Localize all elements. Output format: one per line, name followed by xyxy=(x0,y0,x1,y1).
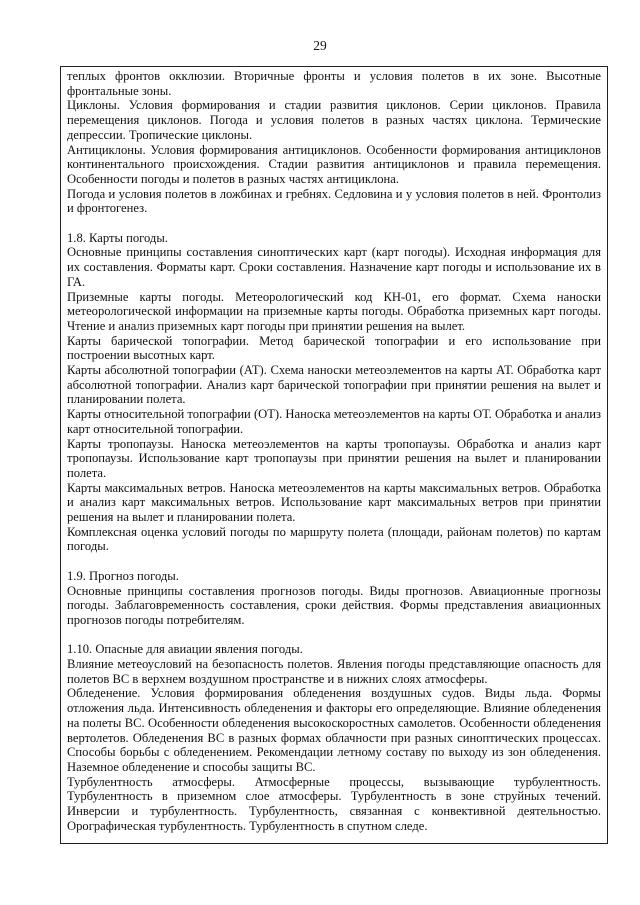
paragraph: Карты максимальных ветров. Наноска метеоэлементов на карты максимальных ветров. Обработка и анализ карт максимальных ветров. Использование карт максимальных ветров при принятии решения на вылет и планировании полета. xyxy=(67,480,601,525)
paragraph: Погода и условия полетов в ложбинах и гребнях. Седловина и у условия полетов в ней. Фронтолиз и фронтогенез. xyxy=(67,186,601,216)
paragraph: Комплексная оценка условий погоды по маршруту полета (площади, районам полетов) по картам погоды. xyxy=(67,524,601,554)
paragraph: Турбулентность атмосферы. Атмосферные процессы, вызывающие турбулентность. Турбулентность в приземном слое атмосферы. Турбулентность в зоне струйных течений. Инверсии и турбулентность. Турбулентность, связанная с конвективной деятельностью. Орографическая турбулентность. Турбулентность в спутном следе. xyxy=(67,774,601,833)
paragraph: Влияние метеоусловий на безопасность полетов. Явления погоды представляющие опасность для полетов ВС в верхнем воздушном пространстве и в нижних слоях атмосферы. xyxy=(67,657,601,686)
section-heading: 1.9. Прогноз погоды. xyxy=(67,568,179,583)
paragraph: Карты относительной топографии (ОТ). Наноска метеоэлементов на карты ОТ. Обработка и анализ карт относительной топографии. xyxy=(67,407,601,436)
paragraph: теплых фронтов окклюзии. Вторичные фронты и условия полетов в их зоне. Высотные фронтальные зоны. xyxy=(67,69,601,98)
paragraph: Основные принципы составления синоптических карт (карт погоды). Исходная информация для их составления. Форматы карт. Сроки составления. Назначение карт погоды и использование их в ГА. xyxy=(67,245,601,289)
paragraph: Обледенение. Условия формирования обледенения воздушных судов. Виды льда. Формы отложения льда. Интенсивность обледенения и факторы его определяющие. Влияние обледенения на полеты ВС. Особенности обледенения высокоскоростных самолетов. Особенности обледенения вертолетов. Обледенения ВС в разных формах облачности при разных синоптических процессах. Способы борьбы с обледенением. Рекомендации летному составу по выходу из зон обледенения. Наземное обледенение и способы защиты ВС. xyxy=(67,686,601,774)
section-heading: 1.8. Карты погоды. xyxy=(67,230,168,245)
page-number: 29 xyxy=(313,38,327,53)
paragraph: Карты тропопаузы. Наноска метеоэлементов на карты тропопаузы. Обработка и анализ карт тропопаузы. Использование карт тропопаузы при принятии решения на вылет и планировании полета. xyxy=(67,436,601,480)
paragraph: Антициклоны. Условия формирования антициклонов. Особенности формирования антициклонов континентального происхождения. Стадии развития антициклонов и правила перемещения. Особенности погоды и полетов в разных частях антициклона. xyxy=(67,142,601,186)
section-heading: 1.10. Опасные для авиации явления погоды. xyxy=(67,642,303,657)
paragraph: Основные принципы составления прогнозов погоды. Виды прогнозов. Авиационные прогнозы погоды. Заблаговременность составления, сроки действия. Формы представления авиационных прогнозов погоды потребителям. xyxy=(67,583,601,627)
paragraph: Циклоны. Условия формирования и стадии развития циклонов. Серии циклонов. Правила перемещения циклонов. Погода и условия полетов в разных частях циклона. Термические депрессии. Тропические циклоны. xyxy=(67,98,601,142)
paragraph: Карты абсолютной топографии (АТ). Схема наноски метеоэлементов на карты АТ. Обработка карт абсолютной топографии. Анализ карт барической топографии при принятии решения на вылет и планировании полета. xyxy=(67,363,601,407)
paragraph: Карты барической топографии. Метод барической топографии и его использование при построении высотных карт. xyxy=(67,333,601,363)
paragraph: Приземные карты погоды. Метеорологический код КН-01, его формат. Схема наноски метеорологической информации на приземные карты погоды. Обработка приземных карт погоды. Чтение и анализ приземных карт погоды при принятии решения на вылет. xyxy=(67,289,601,333)
text-frame xyxy=(60,66,608,844)
